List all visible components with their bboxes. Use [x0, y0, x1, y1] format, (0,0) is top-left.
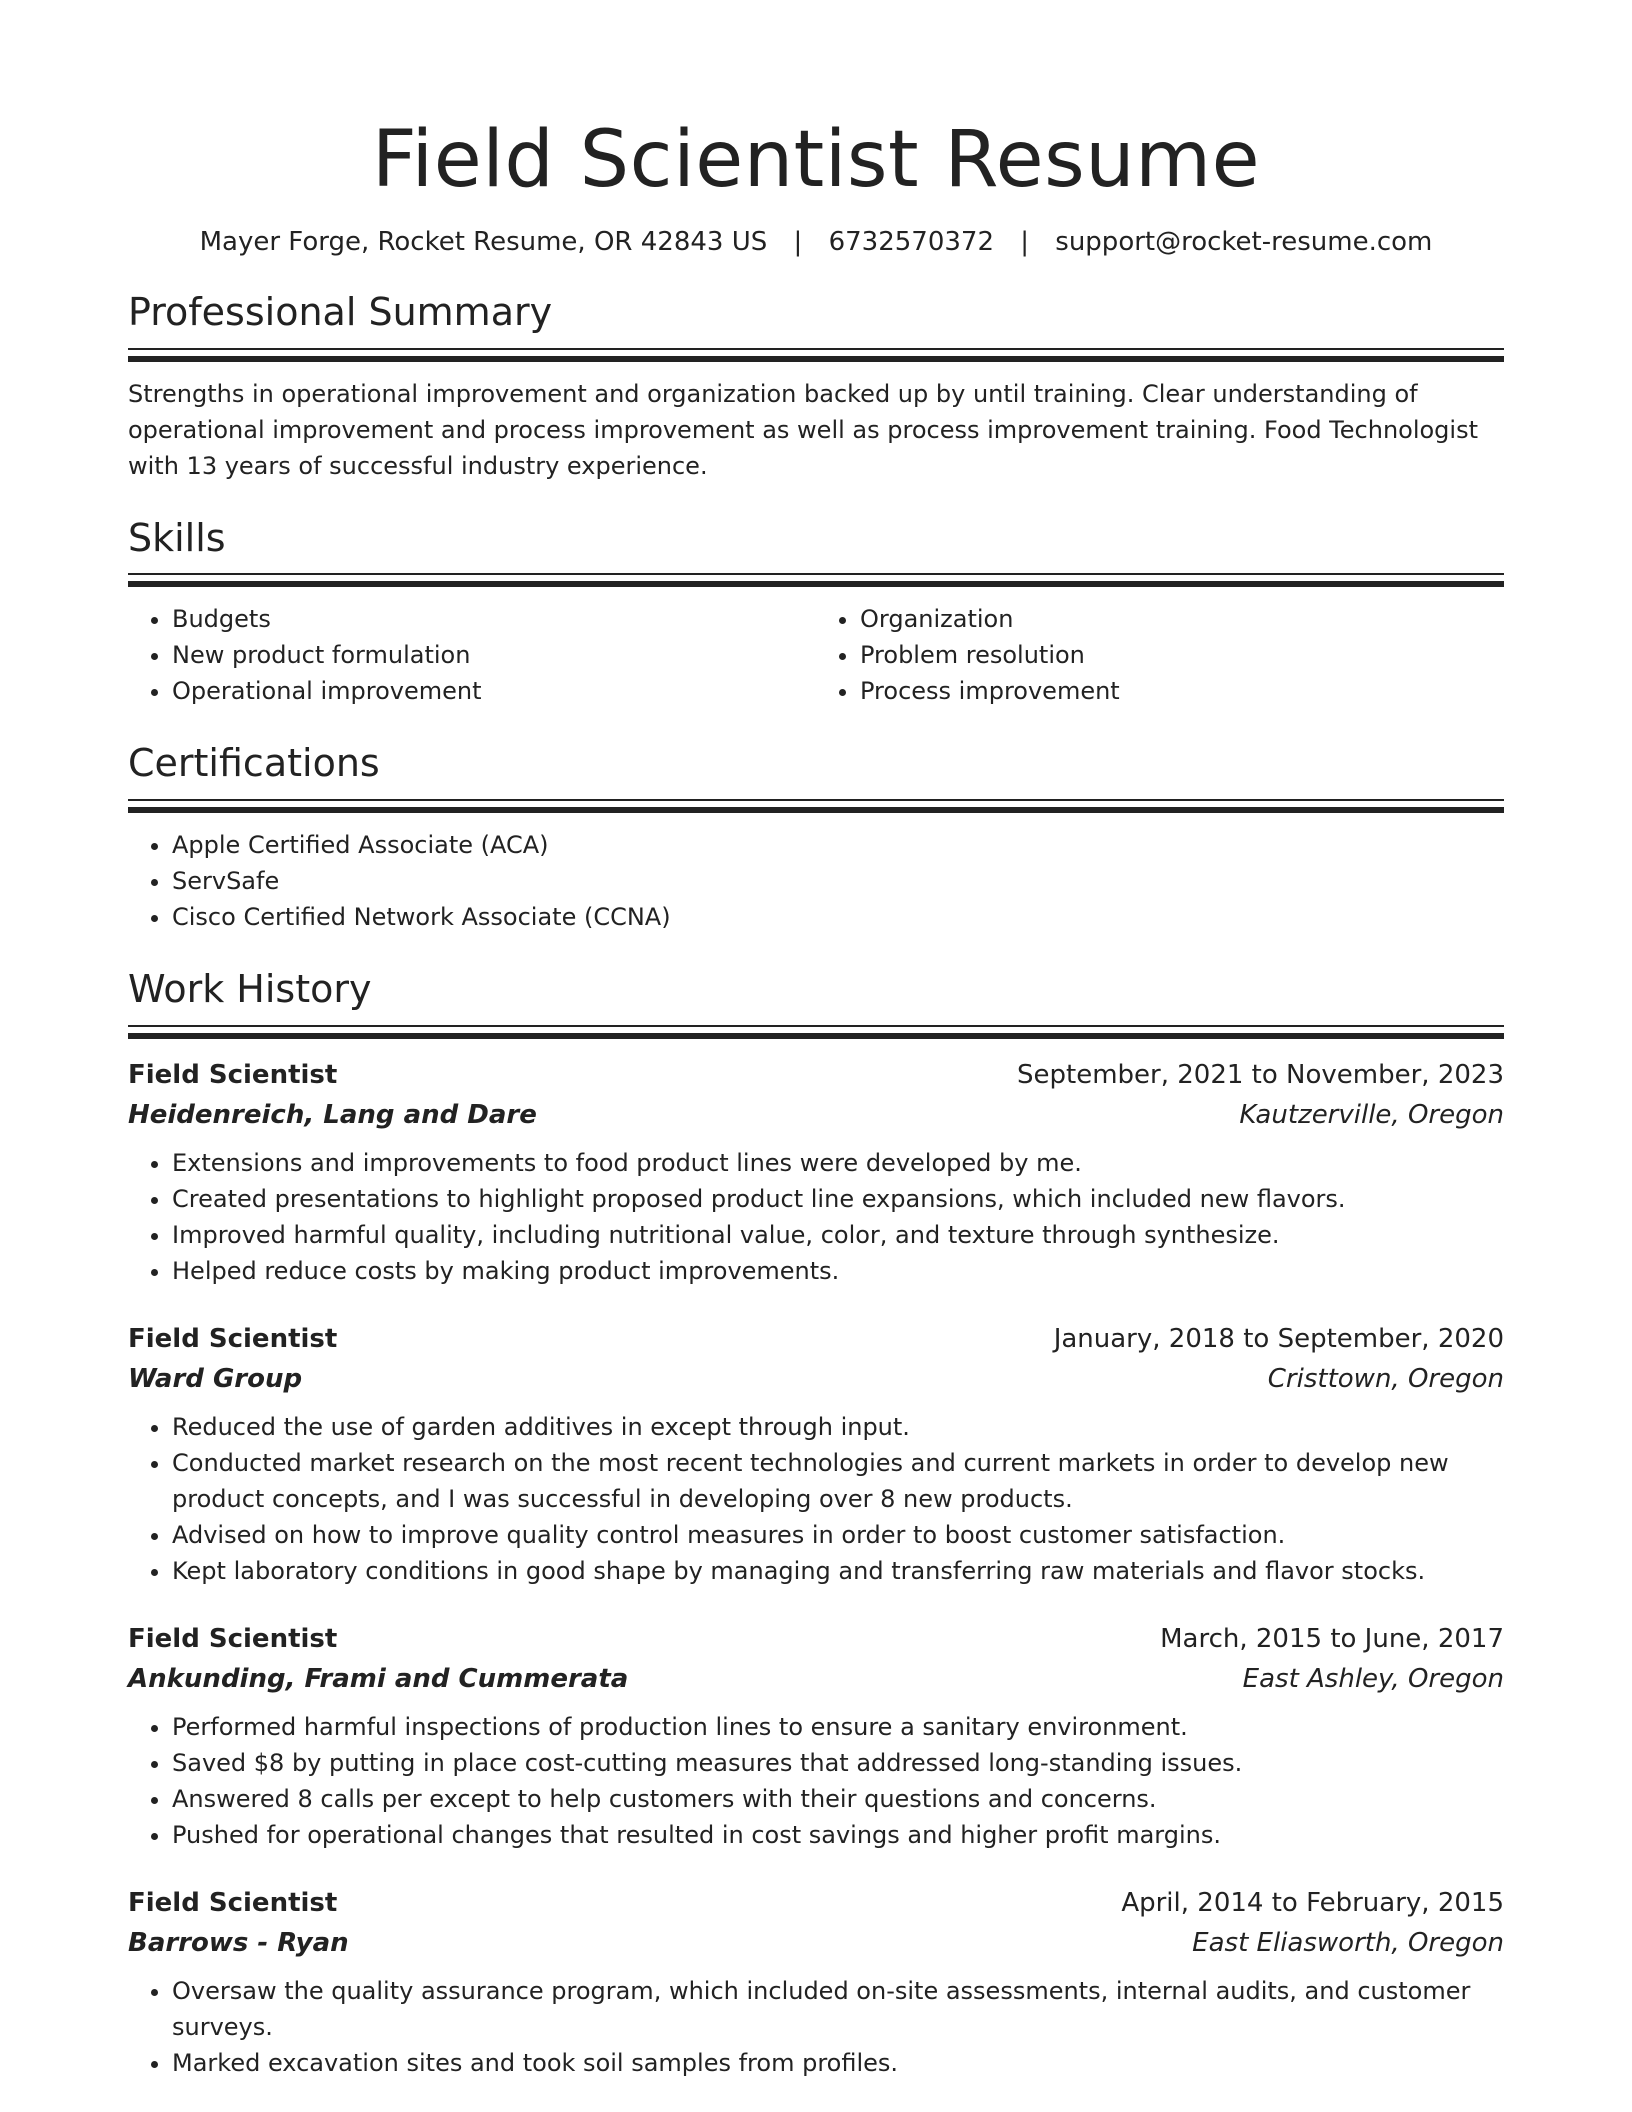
job-entry: [128, 1883, 1504, 2081]
job-title: Field Scientist: [128, 1323, 338, 1354]
section-divider: [128, 573, 1504, 587]
certification-item: • ServSafe: [172, 863, 1504, 899]
certifications-list: [128, 827, 1504, 935]
section-title-work-history: Work History: [128, 967, 372, 1012]
job-bullet: • Extensions and improvements to food product lines were developed by me.: [172, 1145, 1504, 1181]
job-bullet: • Pushed for operational changes that resulted in cost savings and higher profit margins.: [172, 1817, 1504, 1853]
resume-title: Field Scientist Resume: [371, 115, 1261, 205]
job-bullet: • Performed harmful inspections of production lines to ensure a sanitary environment.: [172, 1709, 1504, 1745]
job-header-row: [128, 1055, 1504, 1095]
job-entry: [128, 1619, 1504, 1853]
job-location: Kautzerville, Oregon: [1239, 1099, 1504, 1130]
job-bullets: [128, 1409, 1504, 1589]
skills-section: [128, 516, 1504, 710]
section-divider: [128, 348, 1504, 362]
contact-email: support@rocket-resume.com: [1055, 226, 1433, 257]
certification-item: • Apple Certified Associate (ACA): [172, 827, 1504, 863]
job-entry: [128, 1055, 1504, 1289]
job-company: Ankunding, Frami and Cummerata: [128, 1663, 629, 1694]
skill-item: • Budgets: [172, 601, 816, 637]
job-bullet: • Marked excavation sites and took soil samples from profiles.: [172, 2045, 1504, 2081]
contact-line: [128, 226, 1504, 259]
job-dates: March, 2015 to June, 2017: [1160, 1623, 1504, 1654]
job-entry: [128, 1319, 1504, 1589]
professional-summary-section: [128, 290, 1504, 484]
job-dates: January, 2018 to September, 2020: [1053, 1323, 1504, 1354]
section-title-certifications: Certifications: [128, 741, 380, 786]
job-location: East Eliasworth, Oregon: [1192, 1927, 1504, 1958]
job-bullet: • Answered 8 calls per except to help customers with their questions and concerns.: [172, 1781, 1504, 1817]
job-company: Ward Group: [128, 1363, 303, 1394]
job-location: East Ashley, Oregon: [1242, 1663, 1504, 1694]
job-bullet: • Kept laboratory conditions in good shape by managing and transferring raw materials and flavor stocks.: [172, 1553, 1504, 1589]
job-subheader-row: [128, 1923, 1504, 1963]
skills-list-left: [128, 601, 816, 709]
job-location: Cristtown, Oregon: [1267, 1363, 1504, 1394]
job-bullet: • Advised on how to improve quality control measures in order to boost customer satisfaction.: [172, 1517, 1504, 1553]
job-bullets: [128, 1973, 1504, 2081]
skill-item: • New product formulation: [172, 637, 816, 673]
job-dates: September, 2021 to November, 2023: [1017, 1059, 1504, 1090]
job-dates: April, 2014 to February, 2015: [1121, 1887, 1504, 1918]
job-header-row: [128, 1319, 1504, 1359]
contact-separator: |: [793, 226, 803, 257]
job-company: Heidenreich, Lang and Dare: [128, 1099, 537, 1130]
job-title: Field Scientist: [128, 1059, 338, 1090]
job-bullets: [128, 1709, 1504, 1853]
job-header-row: [128, 1619, 1504, 1659]
certification-item: • Cisco Certified Network Associate (CCNA): [172, 899, 1504, 935]
job-bullet: • Helped reduce costs by making product improvements.: [172, 1253, 1504, 1289]
work-history-section: [128, 967, 1504, 2081]
section-divider: [128, 1025, 1504, 1039]
job-bullet: • Improved harmful quality, including nutritional value, color, and texture through synthesize.: [172, 1217, 1504, 1253]
skills-column-left: [128, 601, 816, 709]
skill-item: • Problem resolution: [860, 637, 1504, 673]
job-subheader-row: [128, 1095, 1504, 1135]
job-bullet: • Conducted market research on the most recent technologies and current markets in order to develop new product concepts, and I was successful in developing over 8 new products.: [172, 1445, 1504, 1517]
job-title: Field Scientist: [128, 1623, 338, 1654]
certifications-section: [128, 741, 1504, 935]
section-title-skills: Skills: [128, 515, 226, 560]
section-divider: [128, 799, 1504, 813]
job-bullet: • Oversaw the quality assurance program, which included on-site assessments, internal audits, and customer surveys.: [172, 1973, 1504, 2045]
job-subheader-row: [128, 1359, 1504, 1399]
job-company: Barrows - Ryan: [128, 1927, 349, 1958]
contact-separator: |: [1020, 226, 1030, 257]
section-title-professional-summary: Professional Summary: [128, 290, 553, 335]
skills-column-right: [816, 601, 1504, 709]
skill-item: • Process improvement: [860, 673, 1504, 709]
job-bullets: [128, 1145, 1504, 1289]
job-bullet: • Reduced the use of garden additives in except through input.: [172, 1409, 1504, 1445]
job-subheader-row: [128, 1659, 1504, 1699]
job-bullet: • Saved $8 by putting in place cost-cutting measures that addressed long-standing issues.: [172, 1745, 1504, 1781]
contact-phone: 6732570372: [828, 226, 994, 257]
job-title: Field Scientist: [128, 1887, 338, 1918]
skill-item: • Organization: [860, 601, 1504, 637]
contact-address: Mayer Forge, Rocket Resume, OR 42843 US: [199, 226, 768, 257]
job-header-row: [128, 1883, 1504, 1923]
skills-columns: [128, 601, 1504, 709]
job-bullet: • Created presentations to highlight proposed product line expansions, which included new flavors.: [172, 1181, 1504, 1217]
skill-item: • Operational improvement: [172, 673, 816, 709]
skills-list-right: [816, 601, 1504, 709]
professional-summary-text: Strengths in operational improvement and organization backed up by until training. Clear understanding of operational improvement and process improvement as well as process improvement training. Food Technologist with 13 years of successful industry experience.: [128, 379, 1478, 480]
